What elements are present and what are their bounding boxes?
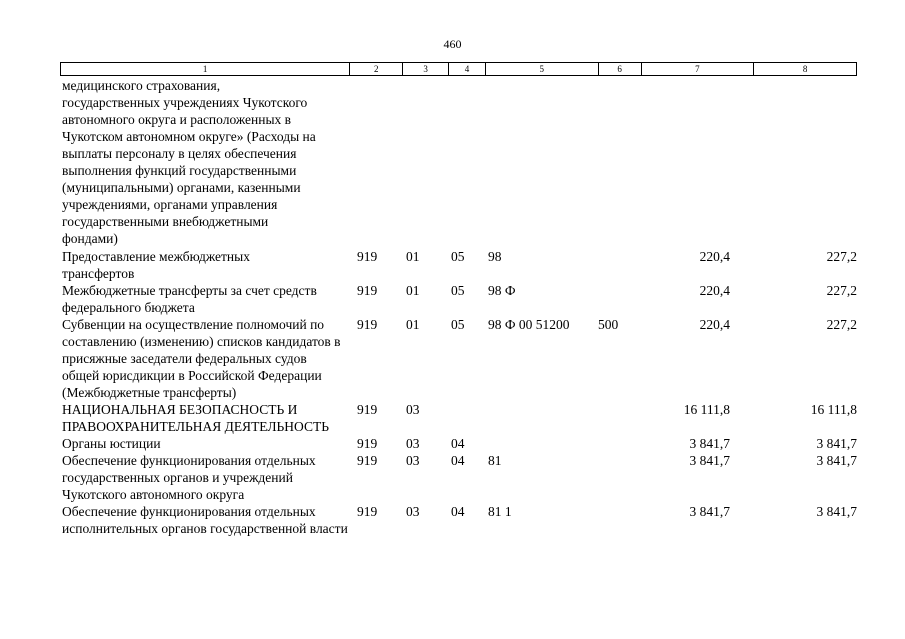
- row-subsection: 05: [451, 249, 465, 264]
- row-target-article: 98: [488, 249, 502, 264]
- row-amount-year1: 16 111,8: [683, 402, 730, 417]
- row-subsection: 04: [451, 453, 465, 468]
- row-admin-code: 919: [357, 249, 378, 264]
- row-target-article: [485, 401, 598, 435]
- row-amount-year2: 3 841,7: [816, 436, 857, 451]
- row-name: медицинского страхования, государственных учреждениях Чукотского автономного округа и расположенных в Чукотском автономном округе» (Расходы на выплаты персоналу в целях обеспечения выполнения функций государственными (муниципальными) органами, казенными учреждениями, органами управления государственными внебюджетными фондами): [62, 78, 316, 246]
- row-expense-type: [598, 452, 641, 503]
- row-expense-type: [598, 282, 641, 316]
- row-amount-year2: 3 841,7: [816, 453, 857, 468]
- row-amount-year2: 227,2: [826, 317, 857, 332]
- row-section: 01: [406, 317, 420, 332]
- table-row: [60, 77, 857, 247]
- row-expense-type: [598, 503, 641, 537]
- row-admin-code: 919: [357, 402, 378, 417]
- row-name: Обеспечение функционирования отдельных государственных органов и учреждений Чукотского автономного округа: [62, 453, 316, 502]
- row-target-article: 98 Ф 00 51200: [488, 317, 570, 332]
- header-cell-3: 3: [402, 63, 448, 75]
- row-admin-code: 919: [357, 504, 378, 519]
- table-row: [60, 401, 857, 435]
- row-amount-year1: 220,4: [699, 249, 730, 264]
- row-admin-code: 919: [357, 453, 378, 468]
- table-row: [60, 452, 857, 503]
- row-section: 03: [406, 402, 420, 417]
- page-number: 460: [443, 37, 462, 51]
- row-amount-year2: 227,2: [826, 283, 857, 298]
- row-expense-type: [598, 401, 641, 435]
- header-cell-4: 4: [448, 63, 485, 75]
- header-cell-1: 1: [202, 64, 208, 74]
- table-row: [60, 248, 857, 282]
- row-name: НАЦИОНАЛЬНАЯ БЕЗОПАСНОСТЬ И ПРАВООХРАНИТЕЛЬНАЯ ДЕЯТЕЛЬНОСТЬ: [62, 402, 329, 434]
- header-cell-7: 7: [641, 63, 754, 75]
- table-header: [60, 62, 857, 76]
- row-admin-code: 919: [357, 436, 378, 451]
- row-amount-year2: 227,2: [826, 249, 857, 264]
- row-target-article: 81 1: [488, 504, 512, 519]
- row-admin-code: 919: [357, 317, 378, 332]
- row-name: Межбюджетные трансферты за счет средств федерального бюджета: [62, 283, 317, 315]
- table-row: [60, 435, 857, 452]
- row-amount-year1: 3 841,7: [689, 504, 730, 519]
- row-section: 01: [406, 283, 420, 298]
- row-amount-year2: 3 841,7: [816, 504, 857, 519]
- table-row: [60, 282, 857, 316]
- header-cell-6: 6: [598, 63, 641, 75]
- row-subsection: 05: [451, 317, 465, 332]
- row-expense-type: 500: [598, 317, 619, 332]
- row-name: Органы юстиции: [62, 436, 161, 451]
- row-target-article: [485, 435, 598, 452]
- header-cell-8: 8: [753, 63, 856, 75]
- table-body: [60, 77, 857, 537]
- row-amount-year1: 220,4: [699, 283, 730, 298]
- row-subsection: [448, 401, 485, 435]
- row-amount-year2: 16 111,8: [810, 402, 857, 417]
- row-expense-type: [598, 248, 641, 282]
- row-amount-year1: 3 841,7: [689, 436, 730, 451]
- row-subsection: 05: [451, 283, 465, 298]
- row-name: Предоставление межбюджетных трансфертов: [62, 249, 250, 281]
- row-target-article: 81: [488, 453, 502, 468]
- row-name: Обеспечение функционирования отдельных исполнительных органов государственной власти: [62, 504, 348, 536]
- header-cell-2: 2: [349, 63, 402, 75]
- row-subsection: 04: [451, 436, 465, 451]
- row-target-article: 98 Ф: [488, 283, 516, 298]
- table-row: [60, 316, 857, 401]
- row-section: 03: [406, 504, 420, 519]
- row-name: Субвенции на осуществление полномочий по составлению (изменению) списков кандидатов в присяжные заседатели федеральных судов общей юрисдикции в Российской Федерации (Межбюджетные трансферты): [62, 317, 341, 400]
- row-section: 01: [406, 249, 420, 264]
- row-amount-year1: 220,4: [699, 317, 730, 332]
- row-section: 03: [406, 436, 420, 451]
- row-expense-type: [598, 435, 641, 452]
- table-row: [60, 503, 857, 537]
- row-admin-code: 919: [357, 283, 378, 298]
- row-subsection: 04: [451, 504, 465, 519]
- row-section: 03: [406, 453, 420, 468]
- header-cell-5: 5: [485, 63, 598, 75]
- row-amount-year1: 3 841,7: [689, 453, 730, 468]
